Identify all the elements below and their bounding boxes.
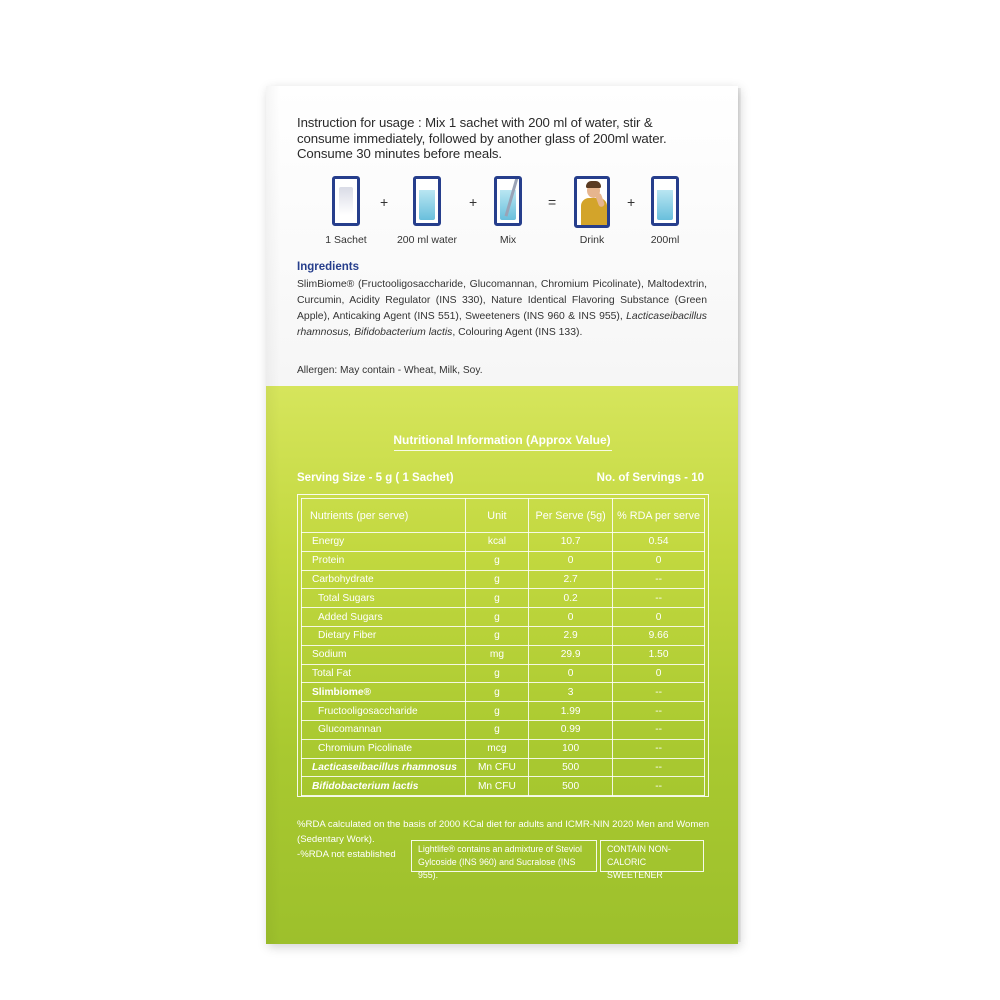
nutrient-unit: g: [465, 702, 528, 721]
nutrient-rda: --: [613, 777, 705, 796]
nutrition-table-frame: [297, 494, 709, 797]
ingredients-text: [297, 277, 707, 341]
nutrient-per-serve: 500: [529, 758, 613, 777]
step-drink: [562, 176, 622, 246]
table-row: [302, 551, 705, 570]
nutrient-unit: g: [465, 570, 528, 589]
nutrient-unit: g: [465, 683, 528, 702]
nutrient-name: Chromium Picolinate: [302, 739, 466, 758]
nutrient-per-serve: 0: [529, 608, 613, 627]
footnote-line: %RDA calculated on the basis of 2000 KCal diet for adults and ICMR-NIN 2020 Men and Women: [297, 819, 710, 830]
water-glass-icon: [651, 176, 679, 226]
ingredient-probiotic: Bifidobacterium lactis: [354, 327, 453, 338]
nutrient-unit: Mn CFU: [465, 758, 528, 777]
nutrient-per-serve: 0: [529, 551, 613, 570]
nutrient-per-serve: 0.99: [529, 720, 613, 739]
sachet-icon: [332, 176, 360, 226]
usage-steps: [266, 176, 738, 246]
nutrient-per-serve: 2.7: [529, 570, 613, 589]
nutrient-name: Glucomannan: [302, 720, 466, 739]
nutrient-per-serve: 2.9: [529, 626, 613, 645]
usage-instruction: Instruction for usage : Mix 1 sachet with 200 ml of water, stir & consume immediately, followed by another glass of 200ml water. Consume 30 minutes before meals.: [297, 115, 667, 161]
servings-count: No. of Servings - 10: [596, 472, 704, 484]
step-label: Drink: [579, 234, 605, 246]
product-box-back: [266, 86, 738, 944]
table-row: [302, 608, 705, 627]
nutrient-rda: 0.54: [613, 533, 705, 552]
nutrient-per-serve: 100: [529, 739, 613, 758]
table-row: [302, 626, 705, 645]
plus-sign: +: [380, 194, 389, 210]
person-drinking-icon: [574, 176, 610, 228]
footnote-line: (Sedentary Work).: [297, 834, 375, 846]
nutrient-rda: 0: [613, 551, 705, 570]
nutrient-name: Energy: [302, 533, 466, 552]
table-row: [302, 570, 705, 589]
plus-sign: +: [627, 194, 636, 210]
ingredient-probiotic: Lacticaseibacillus rhamnosus,: [297, 311, 707, 338]
step-mix: [480, 176, 536, 246]
nutrient-per-serve: 500: [529, 777, 613, 796]
nutrient-per-serve: 0: [529, 664, 613, 683]
ingredients-part: , Colouring Agent (INS 133).: [452, 327, 583, 338]
nutrient-per-serve: 10.7: [529, 533, 613, 552]
serving-size: Serving Size - 5 g ( 1 Sachet): [297, 472, 454, 484]
table-row: [302, 777, 705, 796]
table-header-row: [302, 499, 705, 533]
nutrient-rda: --: [613, 589, 705, 608]
nutrient-rda: --: [613, 739, 705, 758]
step-label: 200 ml water: [396, 234, 458, 246]
plus-sign: +: [469, 194, 478, 210]
nutrient-unit: g: [465, 720, 528, 739]
nutrient-name: Total Fat: [302, 664, 466, 683]
step-label: 200ml: [650, 234, 680, 246]
step-label: Mix: [499, 234, 517, 246]
sweetener-note: Lightlife® contains an admixture of Steviol Gylcoside (INS 960) and Sucralose (INS 955).: [411, 840, 597, 872]
step-water-after: [635, 176, 695, 246]
nutrition-title: Nutritional Information (Approx Value): [393, 433, 611, 447]
nutrient-rda: 0: [613, 664, 705, 683]
nutrient-name: Added Sugars: [302, 608, 466, 627]
mix-glass-icon: [494, 176, 522, 226]
nutrient-unit: g: [465, 608, 528, 627]
table-row: [302, 664, 705, 683]
nutrient-name: Bifidobacterium lactis: [302, 777, 466, 796]
allergen-info: Allergen: May contain - Wheat, Milk, Soy.: [297, 365, 483, 376]
nutrient-unit: mg: [465, 645, 528, 664]
nutrient-rda: 9.66: [613, 626, 705, 645]
ingredients-title: Ingredients: [297, 261, 359, 273]
column-header: % RDA per serve: [613, 499, 705, 533]
nutrient-name: Fructooligosaccharide: [302, 702, 466, 721]
column-header: Nutrients (per serve): [302, 499, 466, 533]
nutrient-name: Sodium: [302, 645, 466, 664]
nutrient-unit: Mn CFU: [465, 777, 528, 796]
step-label: 1 Sachet: [325, 234, 367, 246]
nutrient-name: Protein: [302, 551, 466, 570]
nutrient-unit: g: [465, 626, 528, 645]
nutrient-per-serve: 0.2: [529, 589, 613, 608]
nutrient-rda: --: [613, 702, 705, 721]
nutrient-rda: --: [613, 570, 705, 589]
ingredients-part: SlimBiome® (Fructooligosaccharide, Glucomannan, Chromium Picolinate), Maltodextrin, Curcumin, Acidity Regulator (INS 330), Nature Identical Flavoring Substance (Green Apple), Anticaking Agent (INS 551), Sweeteners (INS 960 & INS 955),: [297, 279, 707, 322]
nutrient-name: Slimbiome®: [302, 683, 466, 702]
equals-sign: =: [548, 194, 557, 210]
table-row: [302, 739, 705, 758]
nutrition-title-underline: [394, 450, 612, 451]
nutrient-rda: 1.50: [613, 645, 705, 664]
nutrient-rda: --: [613, 683, 705, 702]
table-row: [302, 702, 705, 721]
nutrient-unit: g: [465, 551, 528, 570]
footnote-line: -%RDA not established: [297, 849, 396, 861]
nutrient-name: Carbohydrate: [302, 570, 466, 589]
nutrient-unit: g: [465, 589, 528, 608]
nutrient-rda: --: [613, 720, 705, 739]
water-glass-icon: [413, 176, 441, 226]
step-water: [387, 176, 467, 246]
nutrient-rda: 0: [613, 608, 705, 627]
nutrient-per-serve: 3: [529, 683, 613, 702]
table-row: [302, 533, 705, 552]
nutrient-rda: --: [613, 758, 705, 777]
nutrition-table: [301, 498, 705, 796]
step-sachet: [316, 176, 376, 246]
table-row: [302, 589, 705, 608]
nutrient-per-serve: 29.9: [529, 645, 613, 664]
nutrient-unit: mcg: [465, 739, 528, 758]
nutrient-unit: kcal: [465, 533, 528, 552]
nutrient-per-serve: 1.99: [529, 702, 613, 721]
table-row: [302, 720, 705, 739]
nutrient-name: Lacticaseibacillus rhamnosus: [302, 758, 466, 777]
nutrient-name: Total Sugars: [302, 589, 466, 608]
table-row: [302, 683, 705, 702]
nutrition-table-body: [302, 533, 705, 796]
table-row: [302, 758, 705, 777]
nutrient-unit: g: [465, 664, 528, 683]
column-header: Unit: [465, 499, 528, 533]
column-header: Per Serve (5g): [529, 499, 613, 533]
table-row: [302, 645, 705, 664]
non-caloric-sweetener-note: CONTAIN NON-CALORIC SWEETENER: [600, 840, 704, 872]
nutrient-name: Dietary Fiber: [302, 626, 466, 645]
